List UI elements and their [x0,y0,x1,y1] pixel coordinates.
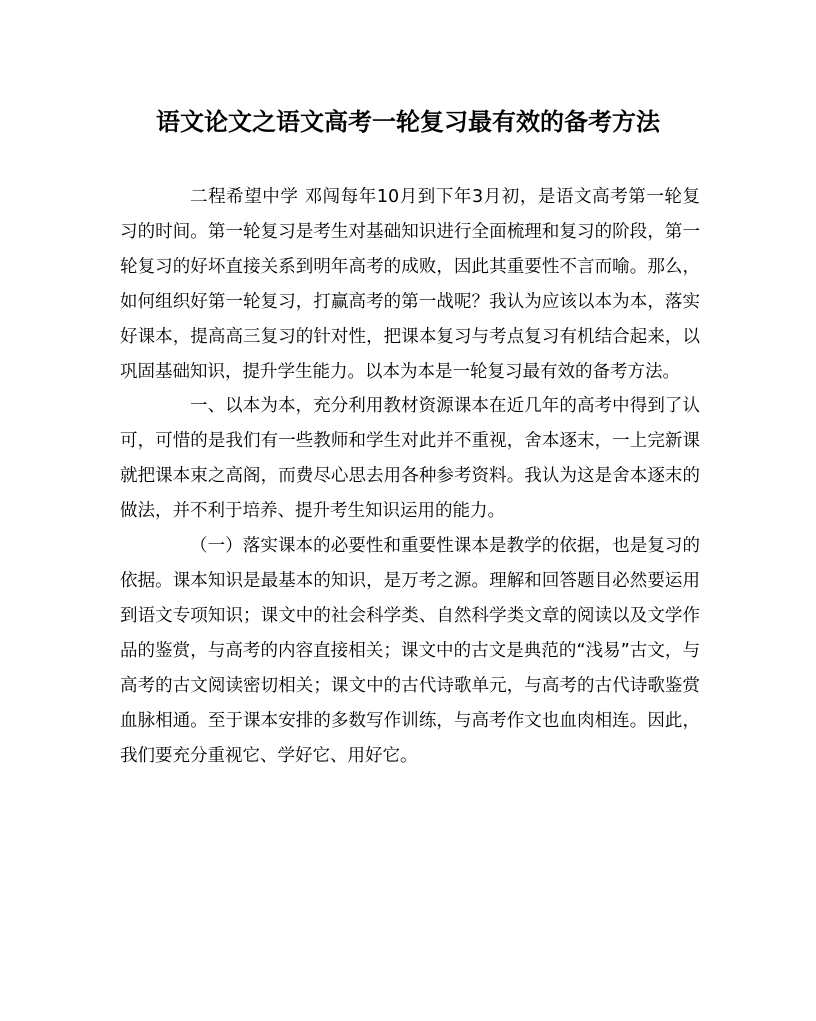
document-title: 语文论文之语文高考一轮复习最有效的备考方法 [156,107,660,136]
document-body [120,180,700,773]
paragraph-section-one: 一、以本为本，充分利用教材资源课本在近几年的高考中得到了认可，可惜的是我们有一些教师和学生对此并不重视，舍本逐末，一上完新课就把课本束之高阁，而费尽心思去用各种参考资料。我认为这是舍本逐末的做法，并不利于培养、提升考生知识运用的能力。 [120,396,700,522]
paragraph-intro: 二程希望中学 邓闯每年10月到下年3月初，是语文高考第一轮复习的时间。第一轮复习是考生对基础知识进行全面梳理和复习的阶段，第一轮复习的好坏直接关系到明年高考的成败，因此其重要性不言而喻。那么，如何组织好第一轮复习，打赢高考的第一战呢？我认为应该以本为本，落实好课本，提高高三复习的针对性，把课本复习与考点复习有机结合起来，以巩固基础知识，提升学生能力。以本为本是一轮复习最有效的备考方法。 [120,187,700,382]
paragraph-subsection-one: （一）落实课本的必要性和重要性课本是教学的依据，也是复习的依据。课本知识是最基本的知识，是万考之源。理解和回答题目必然要运用到语文专项知识；课文中的社会科学类、自然科学类文章的阅读以及文学作品的鉴赏，与高考的内容直接相关；课文中的古文是典范的“浅易”古文，与高考的古文阅读密切相关；课文中的古代诗歌单元，与高考的古代诗歌鉴赏血脉相通。至于课本安排的多数写作训练，与高考作文也血肉相连。因此，我们要充分重视它、学好它、用好它。 [120,536,700,766]
